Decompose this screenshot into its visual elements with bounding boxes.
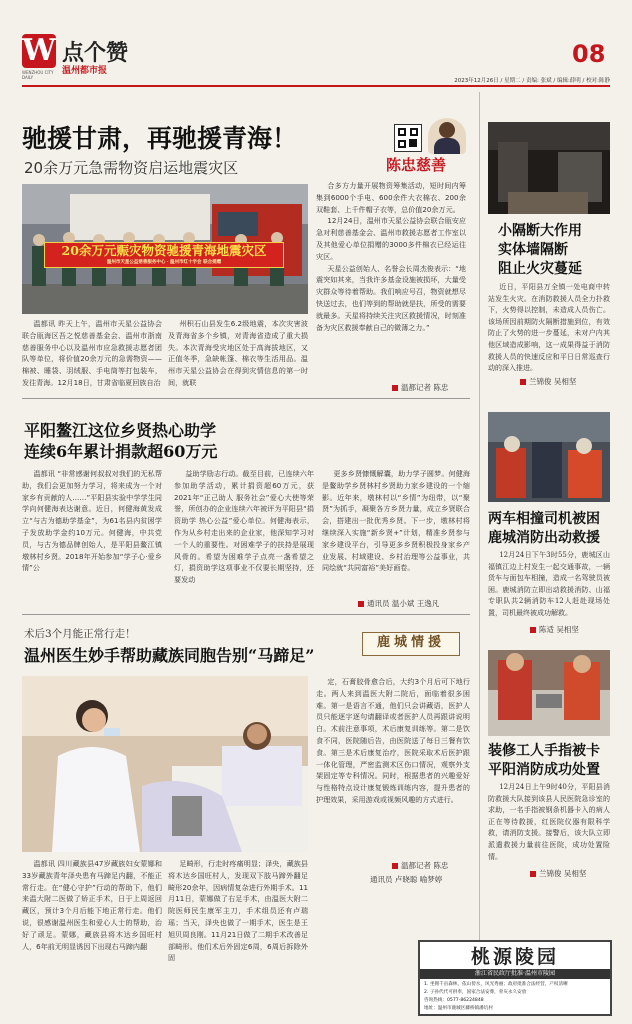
story1-col3-p2: 12月24日，温州市天星公益协会联合瓯安应急对利慈善基金会、温州市救援志愿者工作室以及其他爱心单位捐赠的3000多件棉衣已经运往灾区。 — [316, 216, 466, 261]
ad-title-text: 桃源陵园 — [470, 946, 559, 968]
side2-headline-1: 两车相撞司机被困 — [488, 511, 600, 527]
side1-photo — [488, 122, 610, 214]
story2-byline — [358, 598, 439, 609]
story2-headline-2: 连续6年累计捐款超60万元 — [24, 442, 218, 461]
side3-byline-text: 兰锦俊 吴相坚 — [539, 869, 587, 878]
columnist-portrait — [428, 118, 466, 154]
finger-rescue-photo — [488, 650, 610, 736]
story3-byline-1 — [392, 860, 448, 871]
relief-banner — [44, 242, 284, 268]
paper-logo: W — [22, 33, 56, 68]
story1-col2: 州积石山县发生6.2级地震，本次灾害波及青海省多个乡镇，对青海省造成了重大损失。本次青海受灾地区处于高海拔地区，又正值冬季，急缺帐篷、棉衣等生活用品。温州市天星公益协会在得到灾情信息的第一时间，就联 — [168, 319, 308, 387]
section-title: 点个赞 — [62, 41, 129, 66]
column-tag-label: 陈忠慈善 — [386, 156, 447, 174]
side1-byline-text: 兰锦俊 吴相坚 — [529, 377, 577, 386]
side1-headline-2: 实体墙隔断 — [498, 242, 568, 258]
fire-scene-photo — [488, 122, 610, 214]
column-tag — [386, 154, 466, 178]
side1-body: 近日，平阳县万全镇一处电商中转站发生火灾。在消防救援人员全力扑救下，火势得以控制，未造成人员伤亡。该场所因前期防火隔断措施到位，有效防止了火势的进一步蔓延，未对户内其他区域造成影响，这一成果得益于消防救援人员的快速反应和平日日常巡查行动的深入推进。 — [488, 283, 610, 373]
story2-col2: 益助学励志行动。截至目前，已连续六年参加助学活动，累计捐资超60万元，获2021年“正己助人 服务社会”爱心大使等荣誉，所创办的企业连续六年被评为平阳县“捐资助学 热心公益”爱心单位。何健海表示，作为从乡村走出来的企业家，他深知学习对一个人的重要性。对困难学子的扶持是展现风骨的。希望为困难学子点亮一盏希望之灯，捐资助学这项事业不仅要长期坚持，还要发动 — [174, 469, 314, 585]
ad-details — [424, 981, 606, 1015]
story1-byline-text: 温都记者 陈忠 — [401, 383, 449, 392]
side2-photo — [488, 412, 610, 502]
story1-col1: 温都讯 昨天上午，温州市天星公益协会联合瓯海区吾之悦慈善基金会、温州市浙南慈善服务中心以及温州市应急救援志愿者团队等单位，将价值20余万元的急需物资——棉被、睡袋、羽绒服、手电筒等打包装车，发往青海。12月18日，甘肃省临夏回族自治 — [22, 319, 162, 387]
ad-line-4: 地址：温州市鹿城区藤桥镇潘坑村 — [424, 1006, 493, 1011]
story1-byline — [392, 382, 448, 393]
side1-headline-1: 小隔断大作用 — [498, 223, 582, 239]
masthead-rule — [22, 85, 610, 87]
car-rescue-photo — [488, 412, 610, 502]
side3-headline — [488, 742, 610, 780]
side1-byline — [520, 376, 576, 387]
relief-banner-small: 温州市天星公益慈善服务中心 · 温州市红十字会 联合捐赠 — [106, 260, 222, 265]
story3-photo — [22, 676, 308, 852]
side3-headline-1: 装修工人手指被卡 — [488, 743, 600, 759]
ad-line-2: 2. 子孙代代可供奉，国家合法安葬，骨灰永久安放 — [424, 990, 527, 995]
story1-photo — [22, 184, 308, 314]
side1-headline — [498, 222, 610, 279]
side3-byline — [530, 868, 586, 879]
ad-subtitle: 浙江省民政厅批准·温州市陵园 — [420, 969, 610, 979]
story3-col3: 定，石膏胶骨愈合后，大约3个月后可下地行走。两人来到温医大附二院后，面临着很多困难。第一是语言不通，他们只会讲藏语，医护人员只能逐字逐句请翻译或者医护人员再跟讲说明白。术前注意事项，术后康复训练等。第二是饮食不同，医院随后告，由医院送了每日三餐有饮食。第三是术后康复治疗，医院采取术后医护跟一体化管理，严密监测术区伤口情况，观察外支架固定等专科情况。同时，根据患者的兴趣爱好与性格特点设计康复锻炼训练内容，提升患者的护理效果，采用游戏或视频风趣的方式进行。 — [316, 677, 470, 804]
side2-body: 12月24日下午3时55分，鹿城区山福镇江边上村发生一起交通事故，一辆货车与面包车相撞，造成一名驾驶员被困。鹿城消防立即出动救援消防、山福专职队共2辆消防车12人赶赴现场处置，司机最终被成功解救。 — [488, 551, 610, 617]
story-divider-1 — [22, 398, 470, 399]
dateline: 2023年12月26日 / 星期二 / 责编: 张斌 / 编辑:薛明 / 校对:陈静 — [454, 78, 610, 84]
paper-name: 温州都市报 — [62, 66, 108, 76]
story2-col3: 更多乡贤慷慨解囊，助力学子圆梦。何健海是鳌助学乡贤林村乡贤助力家乡建设的一个缩影。近年来，墩林村以“乡情”为纽带，以“聚贤”为抓手，凝聚各方乡贤力量，成立乡贤联合会，搭建出一批优秀乡贤。下一步，墩林村将继续深入实施“新乡贤+”计划，精准乡贤参与家乡建设平台，引导更多乡贤积极投身家乡产业发展、村域建设、乡村治理等公益事业，共同绘就“共同富裕”美好画卷。 — [322, 469, 470, 573]
side2-headline-2: 鹿城消防出动救援 — [488, 530, 600, 546]
story3-col1: 温都讯 四川藏族县47岁藏族妇女蒙娜和33岁藏族青年泽央患有马蹄足内翻，不能正常行走。在“健心守护”行动的帮助下，他们来温大附二医做了矫正手术，日于上周返回藏区，预计3个月后能下地正常行走。他们说，很感谢温州医生和爱心人士的帮助，治好了顽足。蒙娜，藏族县将木达乡国旺村人，6年前无明显诱因下出现右马蹄内翻 — [22, 859, 162, 951]
story2-col1: 温都讯 “非常感谢何叔叔对我们的无私帮助，我们会更加努力学习，将来成为一个对家乡有贡献的人……”平阳县实验中学学生同学向何健海表达谢意。近日，何健海黄发成立“与古为德助学基金”，为61名县内贫困学子发放助学金约10万元。何健海，中共党员，与古为德品牌创始人，是平阳县鳌江镇墩林村乡贤。2018年开始参加“学子心·爱乡情”公 — [22, 469, 162, 573]
story2-byline-text: 通讯员 温小斌 王逸凡 — [367, 599, 440, 608]
story3-col2: 足畸形，行走时疼痛明显；泽央，藏族县将木达乡国旺村人，发现双下肢马蹄外翻足畸形20余年，因病情复杂进行外期手术。11月11日，蒙娜做了右足手术，由温医大附二院医师民生康军主刀，手术组员还有卢瑞瑶；当天，泽央也做了一期手术，医生是王旭贝周良刚。11月21日做了二期手术改善足部畸形。他们术后外固定6周，6周后拆除外固 — [168, 859, 308, 963]
column-divider — [479, 92, 480, 1012]
story-divider-2 — [22, 614, 470, 615]
story1-headline: 驰援甘肃，再驰援青海！ — [22, 124, 298, 153]
story3-column-tag: 鹿城情援 — [362, 632, 460, 656]
side3-photo — [488, 650, 610, 736]
story3-byline1-text: 温都记者 陈忠 — [401, 861, 449, 870]
side3-body: 12月24日上午9时40分，平阳县消防救援大队接到该县人民医院急诊室的求助，一名手指被钢条机器卡入的病人正在等待救援，红医院仪器有限科学救，请消防支援。接警后，该大队立即派遣救援力量前往医院，成功处置险情。 — [488, 783, 610, 861]
ad-line-3: 咨询热线：0577-86224848 — [424, 998, 484, 1003]
page-number: 08 — [572, 40, 606, 68]
side2-headline — [488, 510, 610, 548]
side2-byline — [530, 624, 579, 635]
doctor-patient-photo — [22, 676, 308, 852]
story1-col3-p3: 天星公益创始人、名誉会长周杰俊表示：“地震突如其来，当我许多基金设施被损坏，大量受灾群众等待着帮助。我们响应号召，物资就想尽快送过去，也们等到的帮助就是扶，所受的需要就最多。天星将持续关注灾区救援情况，时刻准备为灾区救援奉献自己的微薄之力。” — [316, 263, 466, 332]
story1-col3 — [316, 180, 466, 380]
relief-banner-text: 20余万元赈灾物资驰援青海地震灾区 — [61, 243, 267, 258]
story2-headline-1: 平阳鳌江这位乡贤热心助学 — [24, 421, 217, 440]
story3-headline: 温州医生妙手帮助藏族同胞告别“马蹄足” — [24, 646, 315, 665]
ad-title — [420, 942, 610, 970]
side3-headline-2: 平阳消防成功处置 — [488, 762, 600, 778]
story3-kicker: 术后3个月能正常行走！ — [24, 628, 136, 640]
story1-subhead: 20余万元急需物资启运地震灾区 — [24, 159, 239, 177]
side2-byline-text: 陈适 吴相坚 — [539, 625, 579, 634]
cemetery-ad[interactable] — [418, 940, 612, 1016]
qr-code[interactable] — [394, 124, 422, 152]
ad-line-1: 1. 坐拥千亩森林，依山傍水，风光秀丽；政府批准合法经营，产权清晰 — [424, 982, 568, 987]
logo-subtitle: WENZHOU CITY DAILY — [22, 70, 54, 80]
side1-headline-3: 阻止火灾蔓延 — [498, 261, 582, 277]
story3-byline-2: 通讯员 卢晓聪 喻梦婷 — [370, 875, 443, 884]
story1-col3-p1: 合多方力量开展物资筹集活动，短时间内筹集到6000个手电、600余件大衣棉衣、200余双鞋套、上千件帽子衣等，总价值20余万元。 — [316, 181, 466, 214]
